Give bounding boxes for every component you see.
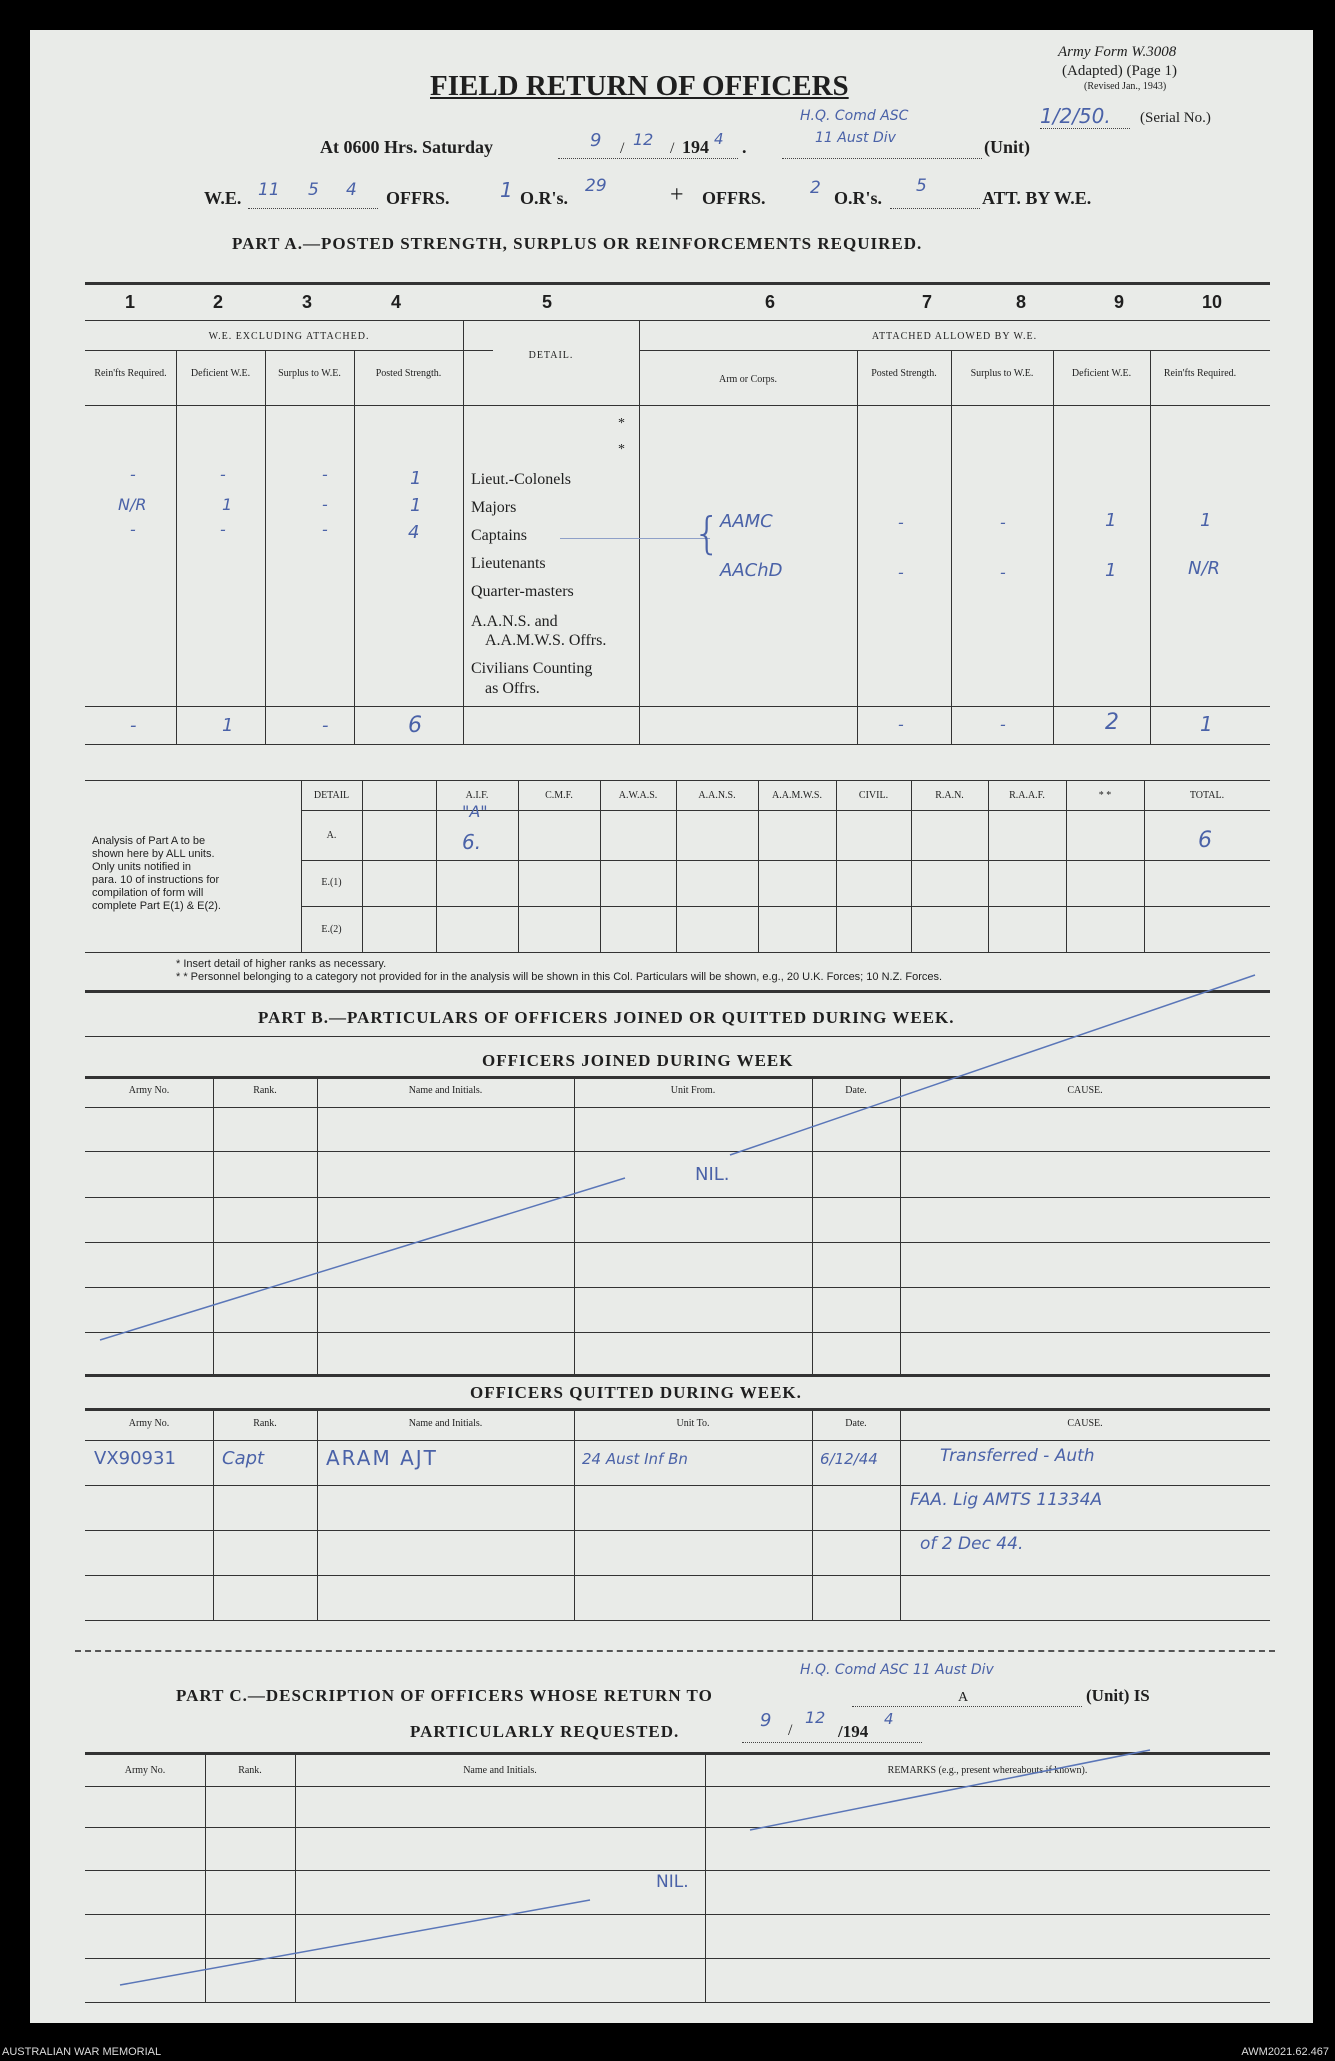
total-att-def: 2 — [1105, 710, 1119, 735]
part-c-strike-line-1 — [750, 1750, 1150, 1830]
quitted-date-value: 6/12/44 — [820, 1450, 878, 1468]
form-title: FIELD RETURN OF OFFICERS — [430, 70, 849, 102]
note-line: para. 10 of instructions for — [92, 874, 220, 886]
part-c-army-no: Army No. — [124, 1765, 166, 1776]
footnote-2: * * Personnel belonging to a category not provided for in the analysis will be shown in this Col. Particulars will be shown, e.g., 20 U.K. Forces; 10 N.Z. Forces. — [176, 971, 943, 983]
hw-sur-3: - — [322, 520, 328, 539]
col-num-1: 1 — [124, 292, 135, 312]
hw-def-3: - — [220, 520, 226, 539]
an-row-e1: E.(1) — [321, 877, 342, 888]
an-detail: DETAIL — [313, 790, 350, 801]
joined-name: Name and Initials. — [408, 1085, 483, 1096]
pencil-strike-marks — [30, 30, 1313, 2023]
ors2-label: O.R's. — [834, 188, 883, 208]
ors2-handwritten: 5 — [916, 176, 927, 196]
hw-posted-2: 1 — [410, 495, 422, 516]
part-c-year-prefix: /194 — [838, 1722, 869, 1741]
joined-strike-line-2 — [730, 975, 1255, 1155]
hw-att-rein-2: N/R — [1188, 558, 1221, 579]
joined-cause: CAUSE. — [1067, 1085, 1103, 1096]
hw-posted-1: 1 — [410, 468, 422, 489]
offrs-handwritten: 1 — [500, 178, 513, 202]
footer-accession-number: AWM2021.62.467 — [1241, 2046, 1329, 2058]
adapted-label: (Adapted) (Page 1) — [1062, 63, 1177, 79]
an-awas: A.W.A.S. — [618, 790, 658, 801]
an-total: TOTAL. — [1189, 790, 1225, 801]
rank-as-offrs: as Offrs. — [485, 680, 540, 697]
note-line: compilation of form will — [92, 887, 204, 899]
hw-sur-1: - — [322, 465, 328, 484]
ors-label: O.R's. — [520, 188, 569, 208]
we-1-handwritten: 11 — [258, 180, 280, 200]
quitted-cause-line-3: of 2 Dec 44. — [920, 1534, 1024, 1554]
hw-arm-aachd: AAChD — [720, 560, 783, 581]
quitted-cause-line-1: Transferred - Auth — [940, 1446, 1095, 1466]
posted-header: Posted Strength. — [375, 368, 442, 379]
ors-handwritten: 29 — [585, 176, 607, 196]
hw-aif-class: "A" — [462, 802, 488, 821]
period: . — [742, 137, 747, 157]
total-sur: - — [322, 715, 329, 736]
rein-fts-header: Rein'fts Required. — [94, 368, 167, 379]
part-a-title: PART A.—POSTED STRENGTH, SURPLUS OR REINFORCEMENTS REQUIRED. — [232, 234, 923, 253]
hw-def-1: - — [220, 465, 226, 484]
part-c-line2: PARTICULARLY REQUESTED. — [410, 1722, 680, 1741]
army-form-label: Army Form W.3008 — [1058, 44, 1177, 60]
col-num-4: 4 — [390, 292, 401, 312]
unit-label: (Unit) — [984, 137, 1030, 157]
rank-aamws: A.A.M.W.S. Offrs. — [485, 632, 607, 649]
plus-sign: + — [670, 182, 684, 208]
hw-att-rein-1: 1 — [1200, 510, 1212, 531]
col-num-6: 6 — [764, 292, 775, 312]
hw-rein-1: - — [130, 465, 136, 484]
an-row-a: A. — [326, 830, 337, 841]
note-line: Only units notified in — [92, 861, 192, 873]
quitted-rank: Rank. — [253, 1418, 277, 1429]
total-posted: 6 — [408, 713, 422, 738]
hw-rein-2: N/R — [118, 495, 147, 514]
year-suffix-handwritten: 4 — [714, 130, 724, 148]
att-posted-header: Posted Strength. — [871, 368, 937, 379]
quitted-army-no: Army No. — [128, 1418, 170, 1429]
surplus-header: Surplus to W.E. — [278, 368, 341, 379]
hw-sur-2: - — [322, 495, 328, 514]
total-att-rein: 1 — [1200, 712, 1213, 736]
joined-date: Date. — [845, 1085, 867, 1096]
joined-army-no: Army No. — [128, 1085, 170, 1096]
an-aans: A.A.N.S. — [698, 790, 736, 801]
hw-att-posted-1: - — [898, 513, 904, 532]
serial-number-handwritten: 1/2/50. — [1040, 104, 1111, 128]
an-row-e2: E.(2) — [321, 924, 342, 935]
at-hours-label: At 0600 Hrs. Saturday — [320, 137, 494, 157]
quitted-name: Name and Initials. — [408, 1418, 483, 1429]
day-handwritten: 9 — [590, 130, 602, 151]
att-label: ATT. BY W.E. — [982, 188, 1092, 208]
rank-majors: Majors — [471, 499, 517, 516]
quitted-unit-value: 24 Aust Inf Bn — [582, 1450, 688, 1468]
footer-institution: AUSTRALIAN WAR MEMORIAL — [2, 2046, 162, 2058]
year-prefix: 194 — [682, 137, 709, 157]
arm-corps-header: Arm or Corps. — [718, 374, 778, 385]
part-c-day: 9 — [760, 1710, 772, 1731]
rank-lieutenants: Lieutenants — [471, 555, 546, 572]
detail-header: DETAIL. — [528, 350, 574, 361]
hw-brace: { — [693, 508, 721, 559]
total-def: 1 — [222, 715, 234, 736]
part-c-strike-line-2 — [120, 1900, 590, 1985]
col-num-7: 7 — [921, 292, 932, 312]
an-civil: CIVIL. — [858, 790, 889, 801]
deficient-header: Deficient W.E. — [190, 368, 251, 379]
att-rein-header: Rein'fts Required. — [1163, 368, 1237, 379]
quitted-unit-to: Unit To. — [676, 1418, 710, 1429]
col-num-9: 9 — [1113, 292, 1124, 312]
we-excluding-header: W.E. EXCLUDING ATTACHED. — [208, 331, 370, 342]
offrs-label: OFFRS. — [386, 188, 450, 208]
hw-rein-3: - — [130, 520, 136, 539]
hw-aif-count: 6. — [462, 830, 482, 854]
hw-att-sur-1: - — [1000, 513, 1006, 532]
total-att-sur: - — [1000, 715, 1006, 734]
an-raaf: R.A.A.F. — [1009, 790, 1045, 801]
rank-captains: Captains — [471, 527, 527, 544]
offrs2-label: OFFRS. — [702, 188, 766, 208]
joined-rank: Rank. — [253, 1085, 277, 1096]
quitted-name-value: ARAM AJT — [326, 1446, 438, 1470]
hw-arm-aamc: AAMC — [720, 511, 773, 532]
slash-2: / — [670, 140, 675, 157]
revised-label: (Revised Jan., 1943) — [1084, 81, 1167, 92]
month-handwritten: 12 — [633, 130, 654, 149]
note-line: shown here by ALL units. — [92, 848, 215, 860]
att-surplus-header: Surplus to W.E. — [970, 368, 1034, 379]
hw-def-2: 1 — [222, 495, 233, 514]
quitted-cause-line-2: FAA. Lig AMTS 11334A — [910, 1490, 1103, 1510]
hw-att-posted-2: - — [898, 563, 904, 582]
part-c-name: Name and Initials. — [463, 1765, 537, 1776]
footnote-1: * Insert detail of higher ranks as necessary. — [176, 958, 387, 970]
rank-asterisk-1: * — [618, 416, 625, 431]
col-num-2: 2 — [212, 292, 223, 312]
rank-civilians: Civilians Counting — [471, 660, 593, 677]
part-c-title: PART C.—DESCRIPTION OF OFFICERS WHOSE RETURN TO — [176, 1686, 713, 1705]
unit-handwritten-1: H.Q. Comd ASC — [800, 108, 909, 124]
rank-quartermasters: Quarter-masters — [471, 583, 574, 600]
we-2-handwritten: 5 — [308, 180, 319, 200]
part-c-slash: / — [788, 1722, 793, 1739]
joined-strike-line-1 — [100, 1178, 625, 1340]
total-rein: - — [130, 715, 137, 736]
quitted-army-no-value: VX90931 — [94, 1448, 176, 1469]
col-num-5: 5 — [541, 292, 552, 312]
part-c-unit-a: A — [958, 1690, 969, 1705]
part-c-rank: Rank. — [238, 1765, 262, 1776]
part-c-month: 12 — [805, 1708, 826, 1727]
quitted-rank-value: Capt — [222, 1448, 265, 1469]
part-b-title: PART B.—PARTICULARS OF OFFICERS JOINED OR QUITTED DURING WEEK. — [258, 1008, 955, 1027]
part-c-remarks: REMARKS (e.g., present whereabouts if known). — [887, 1765, 1088, 1776]
note-line: Analysis of Part A to be — [92, 835, 206, 847]
part-c-unit-is: (Unit) IS — [1086, 1686, 1150, 1705]
note-line: complete Part E(1) & E(2). — [92, 900, 221, 912]
offrs2-handwritten: 2 — [810, 178, 821, 198]
serial-label: (Serial No.) — [1140, 110, 1211, 126]
an-aif: A.I.F. — [465, 790, 489, 801]
hw-att-def-1: 1 — [1105, 510, 1117, 531]
rank-aans: A.A.N.S. and — [471, 613, 558, 630]
an-aamws: A.A.M.W.S. — [772, 790, 822, 801]
hw-posted-3: 4 — [408, 522, 420, 543]
hw-total-count: 6 — [1198, 828, 1212, 853]
unit-handwritten-2: 11 Aust Div — [815, 130, 896, 146]
att-deficient-header: Deficient W.E. — [1071, 368, 1132, 379]
hw-att-def-2: 1 — [1105, 560, 1117, 581]
attached-allowed-header: ATTACHED ALLOWED BY W.E. — [871, 331, 1038, 342]
col-num-10: 10 — [1201, 292, 1223, 312]
an-other: * * — [1098, 790, 1112, 801]
an-cmf: C.M.F. — [545, 790, 573, 801]
part-c-unit-handwritten: H.Q. Comd ASC 11 Aust Div — [800, 1662, 994, 1678]
total-att-posted: - — [898, 715, 904, 734]
quitted-cause: CAUSE. — [1067, 1418, 1103, 1429]
joined-unit-from: Unit From. — [670, 1085, 716, 1096]
quitted-title: OFFICERS QUITTED DURING WEEK. — [470, 1383, 802, 1402]
part-c-year-suffix: 4 — [884, 1710, 894, 1728]
joined-title: OFFICERS JOINED DURING WEEK — [482, 1051, 794, 1070]
we-label: W.E. — [204, 188, 242, 208]
quitted-date: Date. — [845, 1418, 867, 1429]
hw-att-sur-2: - — [1000, 563, 1006, 582]
slash-1: / — [620, 140, 625, 157]
joined-nil: NIL. — [695, 1164, 730, 1185]
rank-lieut-colonels: Lieut.-Colonels — [471, 471, 571, 488]
part-c-nil: NIL. — [656, 1872, 689, 1892]
col-num-8: 8 — [1015, 292, 1026, 312]
rank-asterisk-2: * — [618, 442, 625, 457]
we-3-handwritten: 4 — [346, 180, 357, 200]
form-sheet — [30, 30, 1313, 2023]
col-num-3: 3 — [301, 292, 312, 312]
an-ran: R.A.N. — [935, 790, 964, 801]
